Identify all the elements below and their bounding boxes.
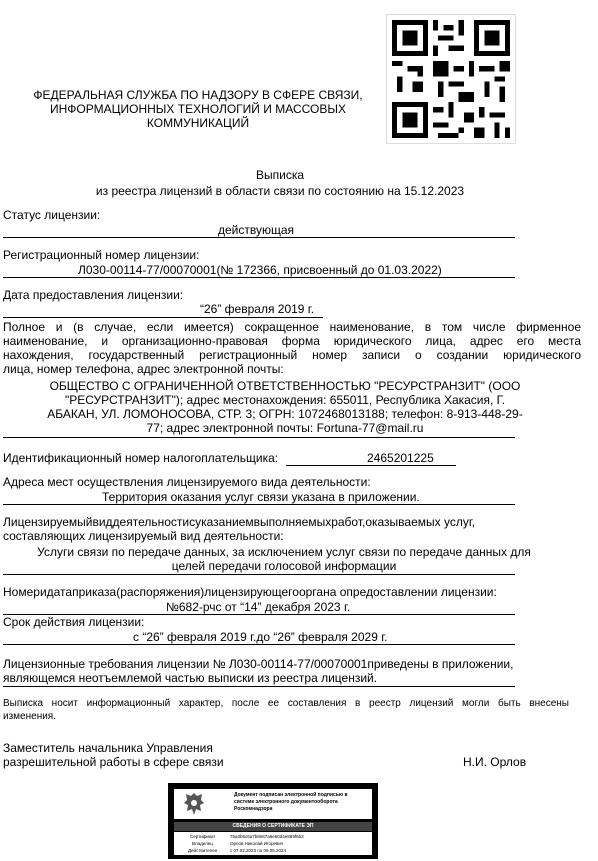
licensee-description [3,320,581,376]
addresses-label: Адреса мест осуществления лицензируемого вида деятельности: [3,475,371,489]
stamp-heading [234,792,368,813]
requirements-line-2: являющемся неотъемлемой частью выписки из реестра лицензий. [3,671,378,685]
term-value: с “26” февраля 2019 г.до “26” февраля 2029 г. [133,630,388,644]
grant-date-value: “26” февраля 2019 г. [200,302,315,316]
licensee-value-line-3: АБАКАН, УЛ. ЛОМОНОСОВА, СТР. 3; ОГРН: 1072468013188; телефон: 8-913-448-29- [47,407,523,421]
activity-value-line-2: целей передачи голосовой информации [171,559,397,573]
note-line-1: Выписка носит информационный характер, после ее составления в реестр лицензий могли быть внесены [3,698,569,709]
grant-date-label: Дата предоставления лицензии: [3,288,184,302]
status-value: действующая [218,223,295,237]
title-line-1: Выписка [255,168,305,182]
stamp-band: СВЕДЕНИЯ О СЕРТИФИКАТЕ ЭП [174,822,372,831]
note-line-2: изменения. [3,711,56,722]
activity-label-line-1: Лицензируемыйвиддеятельностисуказаниемвыполняемыхработ,оказываемых услуг, [3,515,476,529]
position-line-1: Заместитель начальника Управления [3,741,213,755]
agency-line-2: ИНФОРМАЦИОННЫХ ТЕХНОЛОГИЙ И МАССОВЫХ [50,102,346,116]
stamp-header [174,789,372,819]
activity-underline [3,574,515,575]
licensee-underline [3,437,515,438]
activity-value [6,545,562,573]
licensee-value-line-4: 77; адрес электронной почты: Fortuna-77@mail.ru [146,421,424,435]
requirements-underline [3,686,515,687]
addresses-value: Территория оказания услуг связи указана в приложении. [102,490,420,504]
licensee-desc-line-4: лица, номер телефона, адрес электронной почты: [3,362,284,376]
requirements-line-1: Лицензионные требования лицензии № Л030-00114-77/00070001приведены в приложении, [3,657,514,671]
title-line-2: из реестра лицензий в области связи по состоянию на 15.12.2023 [95,184,465,198]
valid-label: Действителен [188,848,218,853]
term-underline [3,644,515,645]
addresses-underline [3,504,515,505]
inn-label: Идентификационный номер налогоплательщика: [3,451,279,465]
document-title [0,168,560,182]
term-label: Срок действия лицензии: [3,615,145,629]
licensee-value [6,379,564,435]
agency-line-1: ФЕДЕРАЛЬНАЯ СЛУЖБА ПО НАДЗОРУ В СФЕРЕ СВЯЗИ, [33,88,363,102]
status-label: Статус лицензии: [3,208,101,222]
licensee-desc-line-1: Полное и (в случае, если имеется) сокращенное наименование, в том числе фирменное [3,320,581,334]
document-subtitle [80,184,480,198]
activity-label-line-2: составляющих лицензируемый вид деятельности: [3,529,284,543]
signatory-name: Н.И. Орлов [463,755,527,769]
cert-label: Сертификат [190,834,216,839]
owner-label: Владелец [192,841,213,846]
agency-line-3: КОММУНИКАЦИЙ [146,116,250,130]
licensee-value-line-1: ОБЩЕСТВО С ОГРАНИЧЕННОЙ ОТВЕТСТВЕННОСТЬЮ "РЕСУРСТРАНЗИТ" (ООО [49,379,521,393]
signatory-position [3,741,224,769]
order-value: №682-рчс от “14” декабря 2023 г. [166,600,351,614]
licensee-value-line-2: "РЕСУРСТРАНЗИТ"); адрес местонахождения: 655011, Республика Хакасия, Г. [64,393,506,407]
licensee-desc-line-3: нахождения, государственный регистрационный номер записи о создании юридического [3,348,581,362]
inn-value: 2465201225 [367,451,434,465]
stamp-heading-line-1: Документ подписан электронной подписью в [234,792,348,798]
reg-number-label: Регистрационный номер лицензии: [3,248,200,262]
owner-value: Орлов Николай Игоревич [230,841,284,846]
requirements-text [3,657,513,685]
qr-code-icon [386,14,516,144]
licensee-desc-line-2: наименование, и организационно-правовая форма юридического лица, адрес его места [3,334,581,348]
activity-value-line-1: Услуги связи по передаче данных, за исключением услуг связи по передаче данных для [37,545,531,559]
status-underline [3,237,515,238]
position-line-2: разрешительной работы в сфере связи [3,755,224,769]
electronic-signature-stamp [168,783,378,859]
order-label: Номеридатаприказа(распоряжения)лицензирующегооргана опредоставлении лицензии: [3,585,497,599]
reg-number-value: Л030-00114-77/00070001(№ 172366, присвоенный до 01.03.2022) [78,263,442,277]
cert-value: 75a3b5c6a7b8e87a6e60d4e869f6b3 [230,834,304,839]
inn-underline [286,465,456,466]
valid-value: с 07.02.2023 по 06.05.2024 [230,848,286,853]
agency-name [28,88,368,130]
reg-number-underline [3,277,515,278]
stamp-heading-line-3: Роскомнадзора [234,806,273,812]
grant-date-underline [3,317,323,318]
activity-label [3,515,475,543]
coat-of-arms-icon [182,791,206,817]
stamp-heading-line-2: системе электронного документооборота [234,799,338,805]
stamp-details [174,832,372,855]
info-note [3,697,569,723]
